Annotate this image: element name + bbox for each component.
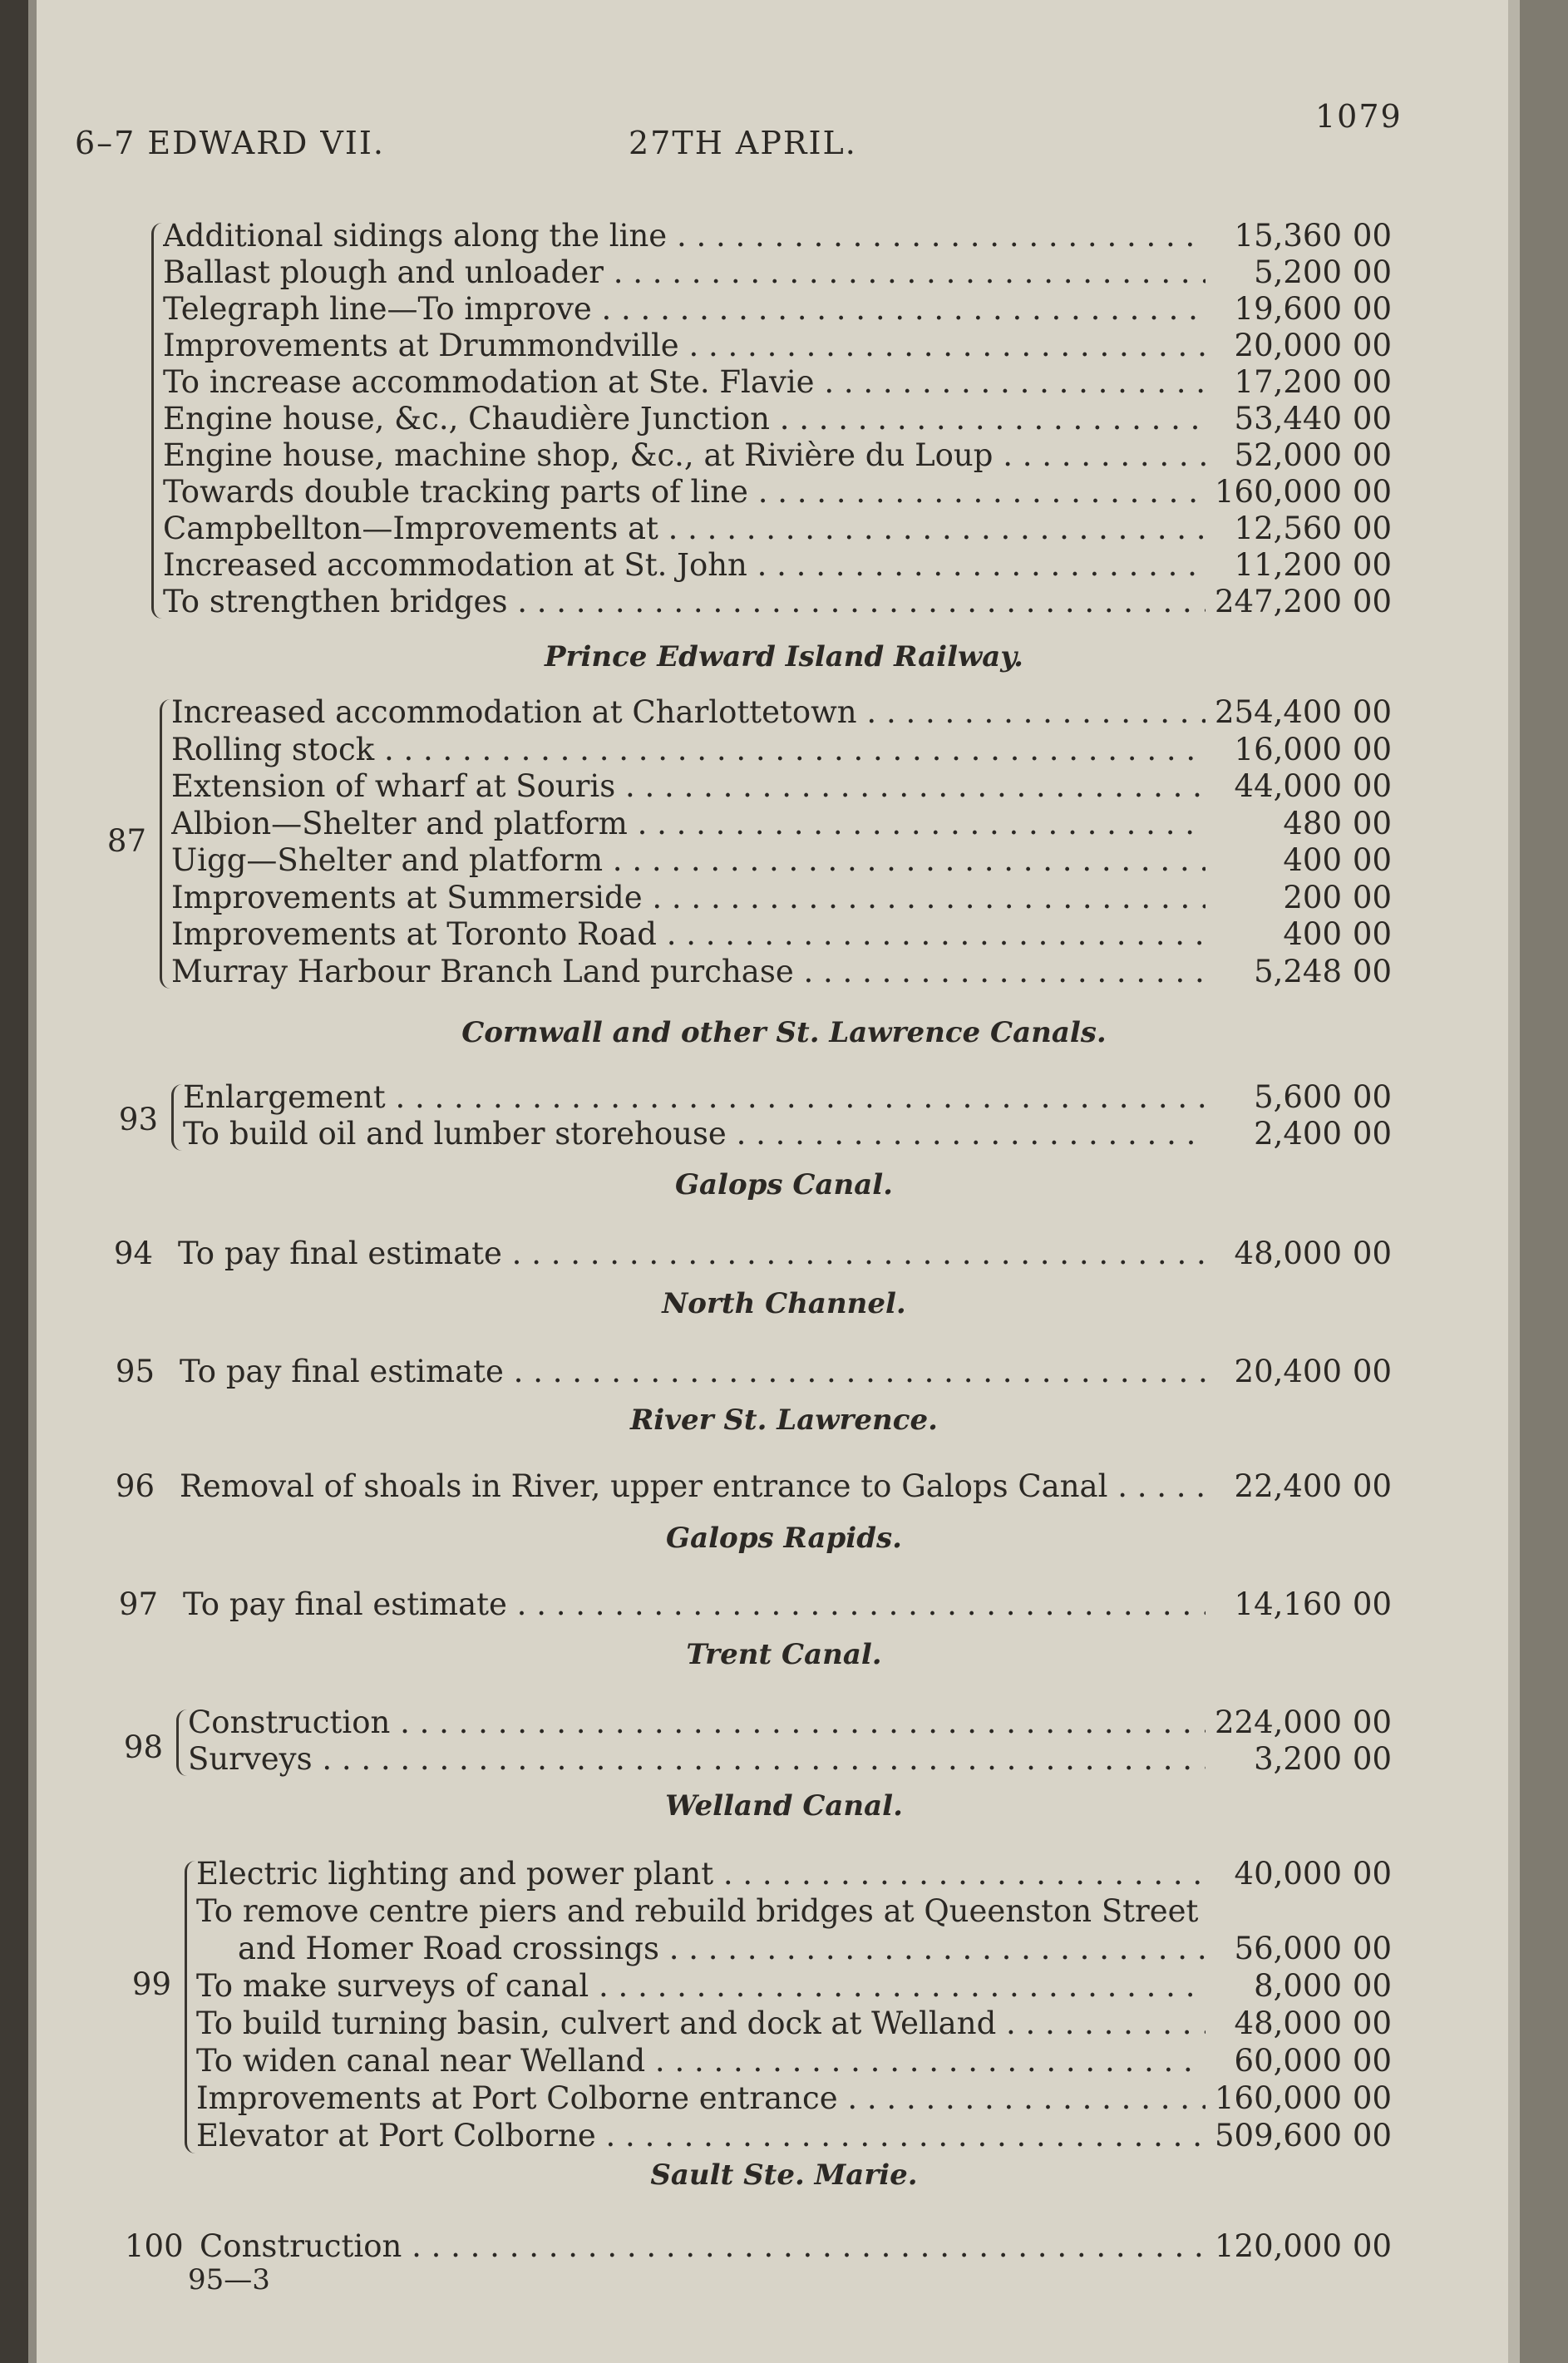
- section-title: Galops Canal.: [674, 1168, 893, 1201]
- amount-cents: 00: [1352, 879, 1392, 915]
- amount-dollars: 160,000: [1214, 2080, 1342, 2116]
- item-description: To build turning basin, culvert and dock at Welland . . .: [196, 2005, 1206, 2041]
- item-amount: [1215, 2228, 1392, 2264]
- item-amount: [1235, 768, 1392, 804]
- line-item: [0, 2043, 1568, 2083]
- item-description: To build oil and lumber storehouse . . .: [183, 1116, 1206, 1152]
- section-title: River St. Lawrence.: [630, 1403, 938, 1437]
- amount-dollars: 400: [1283, 916, 1342, 952]
- line-item: [0, 2228, 1568, 2268]
- item-amount: [1215, 2118, 1392, 2153]
- amount-dollars: 12,560: [1234, 511, 1342, 546]
- line-item: [0, 1893, 1568, 1933]
- amount-cents: 00: [1352, 1116, 1392, 1152]
- amount-cents: 00: [1352, 1236, 1392, 1271]
- amount-dollars: 5,248: [1254, 953, 1342, 989]
- amount-dollars: 44,000: [1234, 768, 1342, 804]
- line-item: [0, 291, 1568, 331]
- section-title: Prince Edward Island Railway.: [544, 640, 1023, 673]
- item-description: Murray Harbour Branch Land purchase . . .: [171, 954, 1206, 989]
- item-amount: [1215, 474, 1392, 510]
- header-date: 27TH APRIL.: [629, 125, 857, 161]
- item-description: Towards double tracking parts of line . . .: [163, 474, 1206, 510]
- item-description: Construction . . .: [188, 1704, 1206, 1740]
- item-description: Campbellton—Improvements at . . .: [163, 511, 1206, 546]
- amount-cents: 00: [1352, 328, 1392, 363]
- line-item: [0, 842, 1568, 882]
- item-amount: [1215, 694, 1392, 730]
- item-description: To pay final estimate . . .: [183, 1586, 1206, 1622]
- section-title: Sault Ste. Marie.: [650, 2158, 918, 2192]
- amount-cents: 00: [1352, 916, 1392, 952]
- item-description: Enlargement . . .: [183, 1079, 1206, 1115]
- amount-dollars: 3,200: [1254, 1741, 1342, 1777]
- amount-cents: 00: [1352, 1354, 1392, 1389]
- line-item: [0, 694, 1568, 734]
- line-item: [0, 1856, 1568, 1896]
- item-amount: [1235, 732, 1392, 767]
- line-item: [0, 2118, 1568, 2158]
- item-description: To pay final estimate . . .: [180, 1354, 1206, 1389]
- line-item: [0, 806, 1568, 846]
- item-description: Uigg—Shelter and platform . . .: [171, 842, 1206, 878]
- section-title: Galops Rapids.: [666, 1522, 902, 1555]
- amount-cents: 00: [1352, 1468, 1392, 1504]
- amount-dollars: 14,160: [1234, 1586, 1342, 1622]
- item-description: Telegraph line—To improve . . .: [163, 291, 1206, 327]
- item-amount: [1235, 218, 1392, 254]
- amount-dollars: 247,200: [1214, 584, 1342, 619]
- amount-dollars: 5,200: [1254, 254, 1342, 290]
- item-amount: [1235, 1856, 1392, 1892]
- item-description: To widen canal near Welland . . .: [196, 2043, 1206, 2079]
- amount-cents: 00: [1352, 1079, 1392, 1115]
- item-amount: [1215, 1704, 1392, 1740]
- item-amount: [1235, 291, 1392, 327]
- item-amount: [1235, 1236, 1392, 1271]
- item-amount: [1283, 916, 1392, 952]
- item-description: Engine house, &c., Chaudière Junction . . .: [163, 401, 1206, 437]
- section-title: Cornwall and other St. Lawrence Canals.: [461, 1016, 1107, 1049]
- item-amount: [1283, 842, 1392, 878]
- item-description: Improvements at Drummondville . . .: [163, 328, 1206, 363]
- amount-cents: 00: [1352, 842, 1392, 878]
- line-item: [0, 1116, 1568, 1156]
- line-item: [0, 474, 1568, 514]
- amount-dollars: 48,000: [1234, 2005, 1342, 2041]
- item-amount: [1254, 1079, 1392, 1115]
- item-description: To increase accommodation at Ste. Flavie . . .: [163, 364, 1206, 400]
- amount-dollars: 53,440: [1234, 401, 1342, 437]
- item-description: To remove centre piers and rebuild bridges at Queenston Street: [196, 1893, 1199, 1929]
- amount-cents: 00: [1352, 1586, 1392, 1622]
- line-item: [0, 511, 1568, 550]
- line-item: [0, 1354, 1568, 1394]
- item-amount: [1254, 954, 1392, 989]
- item-description: Improvements at Toronto Road . . .: [171, 916, 1206, 952]
- item-description: To pay final estimate . . .: [178, 1236, 1206, 1271]
- item-amount: [1235, 364, 1392, 400]
- amount-cents: 00: [1352, 1931, 1392, 1966]
- amount-dollars: 17,200: [1234, 364, 1342, 400]
- amount-cents: 00: [1352, 291, 1392, 327]
- vote-number: 95: [115, 1354, 155, 1389]
- amount-dollars: 2,400: [1254, 1116, 1342, 1152]
- item-description: Albion—Shelter and platform . . .: [171, 806, 1206, 841]
- item-amount: [1235, 547, 1392, 583]
- item-description: Extension of wharf at Souris . . .: [171, 768, 1206, 804]
- item-description: Ballast plough and unloader . . .: [163, 254, 1206, 290]
- item-amount: [1235, 1468, 1392, 1504]
- item-description: To make surveys of canal . . .: [196, 1968, 1206, 2004]
- line-item: [0, 1586, 1568, 1626]
- line-item: [0, 1968, 1568, 2008]
- amount-cents: 00: [1352, 805, 1392, 841]
- vote-number: 93: [118, 1102, 158, 1137]
- item-amount: [1235, 2043, 1392, 2079]
- section-title: Trent Canal.: [686, 1638, 882, 1671]
- amount-dollars: 254,400: [1214, 694, 1342, 730]
- amount-cents: 00: [1352, 731, 1392, 767]
- line-item: [0, 1741, 1568, 1781]
- amount-cents: 00: [1352, 547, 1392, 583]
- amount-cents: 00: [1352, 2080, 1392, 2116]
- amount-cents: 00: [1352, 1741, 1392, 1777]
- item-amount: [1235, 401, 1392, 437]
- amount-dollars: 8,000: [1254, 1968, 1342, 2004]
- line-item: [0, 401, 1568, 441]
- item-description: Removal of shoals in River, upper entrance to Galops Canal . . .: [180, 1468, 1206, 1504]
- vote-number: 99: [131, 1966, 171, 2002]
- vote-number: 97: [118, 1586, 158, 1622]
- amount-cents: 00: [1352, 2005, 1392, 2041]
- item-amount: [1235, 437, 1392, 473]
- amount-cents: 00: [1352, 437, 1392, 473]
- amount-cents: 00: [1352, 218, 1392, 254]
- vote-number: 96: [115, 1468, 155, 1504]
- page-number: 1079: [1315, 98, 1403, 135]
- item-description: Rolling stock . . .: [171, 732, 1206, 767]
- line-item: [0, 547, 1568, 587]
- amount-dollars: 60,000: [1234, 2043, 1342, 2079]
- item-amount: [1215, 2080, 1392, 2116]
- item-amount: [1235, 1931, 1392, 1966]
- item-amount: [1283, 880, 1392, 915]
- vote-number: 94: [113, 1236, 153, 1271]
- amount-cents: 00: [1352, 401, 1392, 437]
- amount-cents: 00: [1352, 768, 1392, 804]
- amount-cents: 00: [1352, 474, 1392, 510]
- item-description: Engine house, machine shop, &c., at Rivière du Loup . . .: [163, 437, 1206, 473]
- amount-cents: 00: [1352, 254, 1392, 290]
- amount-dollars: 224,000: [1214, 1704, 1342, 1740]
- amount-cents: 00: [1352, 364, 1392, 400]
- vote-number: 98: [123, 1729, 163, 1765]
- item-description: Improvements at Port Colborne entrance . . .: [196, 2080, 1206, 2116]
- amount-cents: 00: [1352, 2228, 1392, 2264]
- vote-number: 87: [106, 823, 146, 859]
- amount-cents: 00: [1352, 1704, 1392, 1740]
- amount-cents: 00: [1352, 1968, 1392, 2004]
- item-description: To strengthen bridges . . .: [163, 584, 1206, 619]
- amount-dollars: 160,000: [1214, 474, 1342, 510]
- line-item: [0, 1704, 1568, 1744]
- item-description: Elevator at Port Colborne . . .: [196, 2118, 1206, 2153]
- item-amount: [1235, 2005, 1392, 2041]
- line-item: [0, 328, 1568, 368]
- section-title: Welland Canal.: [665, 1789, 903, 1823]
- amount-dollars: 5,600: [1254, 1079, 1342, 1115]
- item-description: and Homer Road crossings . . .: [238, 1931, 1206, 1966]
- amount-cents: 00: [1352, 2043, 1392, 2079]
- line-item: [0, 1468, 1568, 1508]
- line-item: [0, 254, 1568, 294]
- amount-dollars: 56,000: [1234, 1931, 1342, 1966]
- item-description: Electric lighting and power plant . . .: [196, 1856, 1206, 1892]
- amount-dollars: 200: [1283, 879, 1342, 915]
- item-amount: [1215, 584, 1392, 619]
- item-description: Increased accommodation at Charlottetown . . .: [171, 694, 1206, 730]
- line-item: [0, 2080, 1568, 2120]
- amount-dollars: 48,000: [1234, 1236, 1342, 1271]
- amount-dollars: 480: [1283, 805, 1342, 841]
- section-title: North Channel.: [662, 1287, 906, 1320]
- line-item: [0, 1079, 1568, 1119]
- amount-dollars: 15,360: [1234, 218, 1342, 254]
- item-amount: [1235, 511, 1392, 546]
- line-item: [0, 768, 1568, 808]
- line-item: [0, 437, 1568, 477]
- amount-dollars: 20,400: [1234, 1354, 1342, 1389]
- amount-cents: 00: [1352, 1856, 1392, 1892]
- item-amount: [1283, 806, 1392, 841]
- amount-cents: 00: [1352, 2118, 1392, 2153]
- amount-dollars: 19,600: [1234, 291, 1342, 327]
- amount-cents: 00: [1352, 511, 1392, 546]
- amount-dollars: 20,000: [1234, 328, 1342, 363]
- amount-dollars: 16,000: [1234, 731, 1342, 767]
- signature-mark: 95—3: [188, 2263, 270, 2296]
- amount-dollars: 400: [1283, 842, 1342, 878]
- header-session: 6–7 EDWARD VII.: [75, 125, 385, 161]
- amount-cents: 00: [1352, 694, 1392, 730]
- item-amount: [1254, 1116, 1392, 1152]
- item-amount: [1254, 1968, 1392, 2004]
- line-item: [0, 1931, 1568, 1971]
- item-description: Additional sidings along the line . . .: [163, 218, 1206, 254]
- amount-dollars: 11,200: [1234, 547, 1342, 583]
- line-item: [0, 916, 1568, 956]
- amount-cents: 00: [1352, 953, 1392, 989]
- item-amount: [1235, 328, 1392, 363]
- line-item: [0, 1236, 1568, 1275]
- item-amount: [1235, 1354, 1392, 1389]
- item-description: Construction . . .: [200, 2228, 1206, 2264]
- amount-dollars: 52,000: [1234, 437, 1342, 473]
- item-description: Surveys . . .: [188, 1741, 1206, 1777]
- amount-dollars: 22,400: [1234, 1468, 1342, 1504]
- item-amount: [1254, 1741, 1392, 1777]
- line-item: [0, 732, 1568, 772]
- line-item: [0, 2005, 1568, 2045]
- item-amount: [1254, 254, 1392, 290]
- amount-cents: 00: [1352, 584, 1392, 619]
- item-description: Increased accommodation at St. John . . .: [163, 547, 1206, 583]
- amount-dollars: 40,000: [1234, 1856, 1342, 1892]
- amount-dollars: 509,600: [1214, 2118, 1342, 2153]
- amount-dollars: 120,000: [1214, 2228, 1342, 2264]
- line-item: [0, 954, 1568, 994]
- line-item: [0, 584, 1568, 624]
- line-item: [0, 364, 1568, 404]
- line-item: [0, 218, 1568, 258]
- item-description: Improvements at Summerside . . .: [171, 880, 1206, 915]
- vote-number: 100: [125, 2228, 184, 2264]
- item-amount: [1235, 1586, 1392, 1622]
- line-item: [0, 880, 1568, 920]
